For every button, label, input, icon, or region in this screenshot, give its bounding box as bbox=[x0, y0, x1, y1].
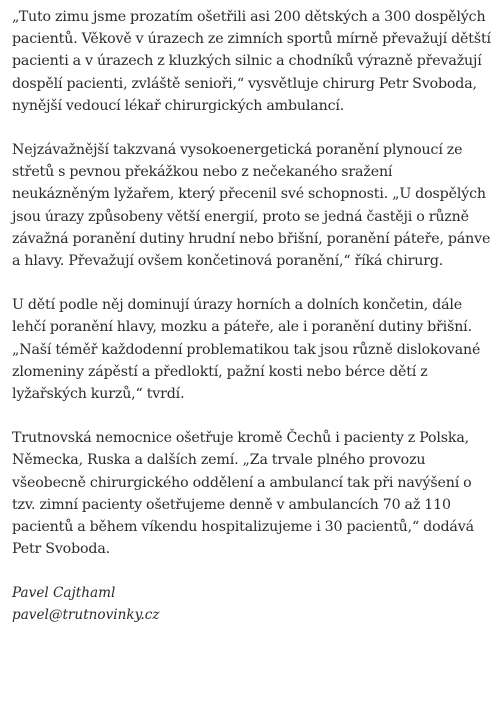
paragraph-3: U dětí podle něj dominují úrazy horních a dolních končetin, dále lehčí poranění hlavy, mozku a páteře, ale i poranění dutiny břišní. „Naší téměř každodenní problematikou tak jsou různě dislokované zlomeniny zápěstí a předloktí, pažní kosti nebo bérce dětí z lyžařských kurzů,“ tvrdí. bbox=[12, 297, 481, 403]
author-name: Pavel Cajthaml bbox=[12, 585, 116, 602]
paragraph-4: Trutnovská nemocnice ošetřuje kromě Čechů i pacienty z Polska, Německa, Ruska a dalších zemí. „Za trvale plného provozu všeobecně chirurgického oddělení a ambulancí tak při navýšení o tzv. zimní pacienty ošetřujeme denně v ambulancích 70 až 110 pacientů a během víkendu hospitalizujeme i 30 pacientů,“ dodává Petr Svoboda. bbox=[12, 430, 474, 558]
author-signature bbox=[12, 582, 492, 626]
paragraph-2: Nejzávažnější takzvaná vysokoenergetická poranění plynoucí ze střetů s pevnou překážkou nebo z nečekaného sražení neukázněným lyžařem, který přecenil své schopnosti. „U dospělých jsou úrazy způsobeny větší energií, proto se jedná častěji o různě závažná poranění dutiny hrudní nebo břišní, poranění páteře, pánve a hlavy. Převažují ovšem končetinová poranění,“ říká chirurg. bbox=[12, 142, 491, 270]
paragraph-1: „Tuto zimu jsme prozatím ošetřili asi 200 dětských a 300 dospělých pacientů. Věkově v úrazech ze zimních sportů mírně převažují dětští pacienti a v úrazech z kluzkých silnic a chodníků výrazně převažují dospělí pacienti, zvláště senioři,“ vysvětluje chirurg Petr Svoboda, nynější vedoucí lékař chirurgických ambulancí. bbox=[12, 9, 491, 114]
author-email: pavel@trutnovinky.cz bbox=[12, 607, 160, 624]
